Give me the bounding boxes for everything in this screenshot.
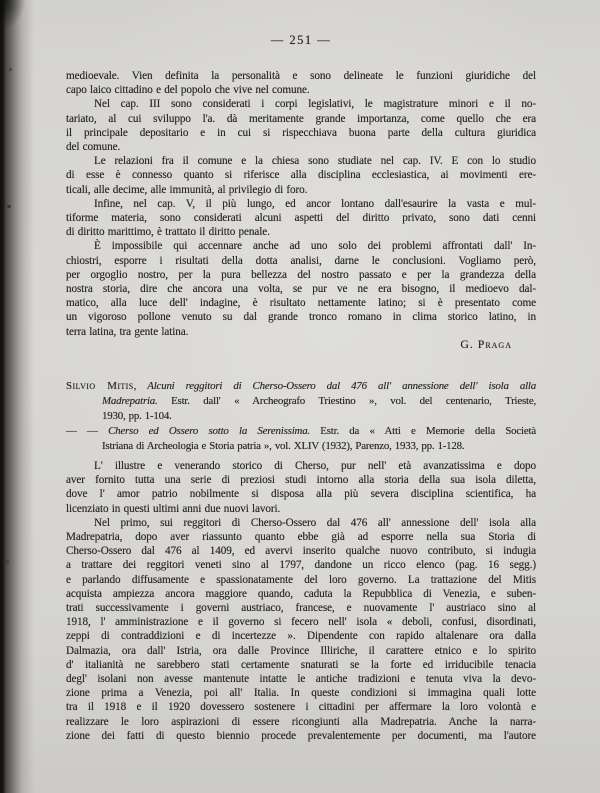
- text-segment: tariato, al cui sviluppo l'a. dà meritamente grande importanza, come quello che era: [66, 112, 536, 125]
- smallcaps-text: Silvio Mitis: [66, 380, 134, 392]
- text-segment: realizzare le loro aspirazioni di essere ricongiunti alla Madrepatria. Anche la narra-: [66, 715, 536, 728]
- text-line: [66, 296, 536, 310]
- text-segment: degl' isolani non avesse mantenute intatte le antiche tradizioni e tenuta viva la devo-: [66, 673, 536, 686]
- text-line: [66, 601, 536, 615]
- text-line: [66, 126, 536, 140]
- text-segment: ticali, alle decime, alle immunità, al privilegio di foro.: [66, 183, 308, 196]
- text-segment: È impossibile qui accennare anche ad uno solo dei problemi affrontati dall' In-: [94, 240, 536, 253]
- text-line: [66, 459, 536, 473]
- text-segment: d' italianità ne sarebbero stati certamente snaturati se la forte ed irriducibile tenacia: [66, 658, 536, 671]
- text-segment: zione dei fatti di questo biennio procede prevalentemente per documenti, ma l'autore: [66, 729, 536, 742]
- text-segment: matico, alla luce dell' indagine, è risultato nettamente latino; si è presentato come: [66, 297, 536, 310]
- book-binding-shadow: [0, 0, 34, 793]
- text-line: [66, 197, 536, 211]
- text-line: [66, 439, 536, 454]
- text-segment: 1918, l' amministrazione e il governo si fecero nell' isola « deboli, confusi, disordinati,: [66, 616, 536, 629]
- text-line: [66, 154, 536, 168]
- text-line: [66, 140, 536, 154]
- text-segment: Estr. da « Atti e Memorie della Società: [309, 424, 536, 437]
- text-segment: chiostri, esporre i risultati della dotta analisi, darne le conclusioni. Vogliamo però,: [66, 254, 536, 267]
- scan-corner-smudge: [0, 0, 26, 30]
- text-segment: zeppi di contraddizioni e di incertezze ». Dipendente con rapido altalenare ora dalla: [66, 630, 536, 643]
- text-segment: Estr. dall' « Archeografo Triestino », vol. del centenario, Trieste,: [157, 394, 536, 407]
- text-line: [66, 473, 536, 487]
- text-line: [66, 544, 536, 558]
- text-segment: trati successivamente i governi austriaco, francese, e nuovamente l' austriaco sino al: [66, 602, 536, 615]
- text-line: [66, 254, 536, 268]
- text-segment: di esse è connesso quanto si riferisce alla disciplina ecclesiastica, ai movimenti ere-: [66, 169, 536, 182]
- text-segment: il principale depositario e in cui si rispecchiava buona parte della cultura giuridica: [66, 126, 536, 139]
- text-line: [66, 409, 536, 424]
- text-line: [66, 183, 536, 197]
- text-line: [66, 516, 536, 530]
- text-line: [66, 644, 536, 658]
- text-line: [66, 225, 536, 239]
- text-line: [66, 282, 536, 296]
- text-line: [66, 729, 536, 743]
- text-segment: un vigoroso pollone venuto su dal grande tronco romano in clima storico latino, in: [66, 311, 536, 324]
- page-number: — 251 —: [270, 33, 332, 47]
- text-line: [66, 629, 536, 643]
- text-line: [66, 700, 536, 714]
- text-segment: acquista ampiezza ancora maggiore quando, caduta la Repubblica di Venezia, e suben-: [66, 587, 536, 600]
- text-line: [66, 487, 536, 501]
- text-segment: Istriana di Archeologia e Storia patria », vol. XLIV (1932), Parenzo, 1933, pp. 1-128.: [102, 439, 465, 452]
- text-segment: tra il 1918 e il 1920 dovessero sostenere i cittadini per affermare la loro volontà e: [66, 701, 536, 714]
- text-segment: dove l' amor patrio nobilmente si disposa alla più severa disciplina scientifica, ha: [66, 488, 536, 501]
- text-segment: Nel primo, sui reggitori di Cherso-Ossero dal 476 all' annessione dell' isola alla: [94, 516, 536, 529]
- text-line: [66, 615, 536, 629]
- text-segment: di diritto marittimo, è trattato il diritto penale.: [66, 226, 270, 239]
- text-segment: Le relazioni fra il comune e la chiesa sono studiate nel cap. IV. E con lo studio: [94, 155, 536, 168]
- text-segment: nostra storia, dire che ancora una volta, se pur ve ne era bisogno, il medioevo dal-: [66, 283, 536, 296]
- text-segment: — —: [66, 424, 109, 437]
- text-segment: aver fornito tutta una serie di preziosi studi intorno alla storia della sua isola diletta,: [66, 474, 536, 487]
- text-segment: del comune.: [66, 141, 121, 154]
- text-segment: L' illustre e venerando storico di Cherso, pur nell' età avanzatissima e dopo: [94, 460, 536, 472]
- scan-speck: [6, 560, 9, 564]
- text-line: [66, 573, 536, 587]
- italic-text: Cherso ed Ossero sotto la Serenissima.: [108, 424, 310, 437]
- text-segment: tiforme materia, sono considerati alcuni aspetti del diritto privato, sono dati cenni: [66, 212, 536, 225]
- text-line: [66, 558, 536, 572]
- text-segment: Infine, nel cap. V, il più lungo, ed ancor lontano dall'esaurire la vasta e mul-: [94, 197, 536, 210]
- text-line: [66, 587, 536, 601]
- text-line: [66, 658, 536, 672]
- text-line: [66, 211, 536, 225]
- text-line: [66, 310, 536, 324]
- text-line: [66, 672, 536, 686]
- text-line: [66, 502, 536, 516]
- text-segment: a trattare dei reggitori veneti sino al 1797, dandone un ricco elenco (pag. 16 segg.): [66, 559, 536, 572]
- text-segment: ,: [133, 380, 148, 392]
- body-text: [66, 69, 536, 339]
- text-segment: e parlando diffusamente e spassionatamente del loro governo. La trattazione del Mitis: [66, 573, 536, 586]
- text-line: [66, 268, 536, 282]
- italic-text: Madrepatria.: [102, 394, 158, 407]
- text-line: [66, 424, 536, 439]
- text-segment: per orgoglio nostro, per la pura bellezza del nostro passato e per la grandezza della: [66, 268, 536, 281]
- text-line: [66, 239, 536, 253]
- text-line: [66, 97, 536, 111]
- author-signature: G. Praga: [460, 337, 512, 351]
- text-segment: Dalmazia, ora dall' Istria, ora dalle Province Illiriche, il carattere etnico e lo spirito: [66, 644, 536, 657]
- text-segment: terra latina, tra gente latina.: [66, 325, 189, 338]
- text-line: [66, 69, 536, 83]
- text-line: [66, 168, 536, 182]
- text-line: [66, 112, 536, 126]
- text-line: [66, 686, 536, 700]
- text-segment: licenziato in questi ultimi anni due nuovi lavori.: [66, 502, 281, 515]
- text-segment: Nel cap. III sono considerati i corpi legislativi, le magistrature minori e il no-: [94, 98, 536, 111]
- text-segment: 1930, pp. 1-104.: [102, 409, 172, 422]
- scan-speck: [7, 205, 11, 208]
- text-line: [66, 530, 536, 544]
- text-line: [66, 379, 536, 394]
- text-line: [66, 394, 536, 409]
- text-line: [66, 83, 536, 97]
- text-segment: zione prima a Venezia, poi all' Italia. In queste condizioni si immagina quali lotte: [66, 687, 536, 700]
- text-segment: Cherso-Ossero dal 476 al 1409, ed avervi inserito qualche nuovo contributo, si indugia: [66, 545, 536, 558]
- bibliography-entries: [66, 379, 536, 454]
- scan-speck: [9, 68, 12, 71]
- text-segment: capo laico cittadino e del popolo che vive nel comune.: [66, 84, 310, 97]
- text-line: [66, 715, 536, 729]
- text-segment: medioevale. Vien definita la personalità e sono delineate le funzioni giuridiche del: [66, 70, 536, 82]
- review-text: [66, 459, 536, 743]
- italic-text: Alcuni reggitori di Cherso-Ossero dal 476 all' annessione dell' isola alla: [147, 380, 537, 392]
- text-segment: Madrepatria, dopo aver riassunto quanto ebbe già ad esporre nella sua Storia di: [66, 531, 536, 544]
